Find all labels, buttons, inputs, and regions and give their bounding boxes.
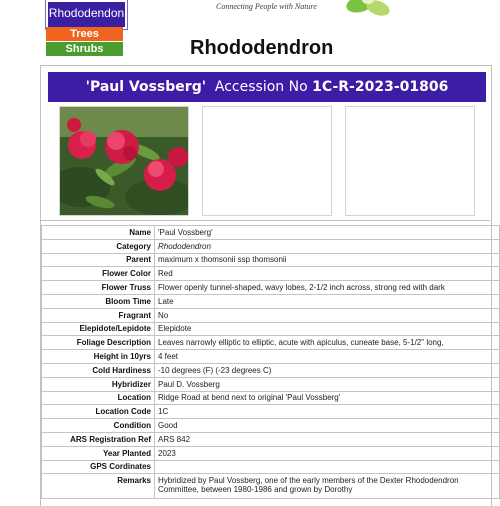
- detail-label: ARS Registration Ref: [42, 432, 155, 446]
- detail-label: Name: [42, 226, 155, 240]
- photo-placeholder-2: [202, 106, 332, 216]
- detail-label: Location Code: [42, 405, 155, 419]
- nav-trees-button[interactable]: Trees: [46, 27, 123, 41]
- detail-label: Fragrant: [42, 308, 155, 322]
- detail-label: Cold Hardiness: [42, 363, 155, 377]
- detail-row: [42, 281, 500, 295]
- detail-row: [42, 226, 500, 240]
- details-table: [41, 225, 500, 499]
- detail-value: 4 feet: [155, 350, 500, 364]
- detail-row: [42, 474, 500, 499]
- detail-value: Leaves narrowly elliptic to elliptic, acute with apiculus, cuneate base, 5-1/2" long,: [155, 336, 500, 350]
- detail-value: Late: [155, 294, 500, 308]
- detail-value: [155, 460, 500, 474]
- accession-banner: [48, 72, 486, 102]
- detail-label: Elepidote/Lepidote: [42, 322, 155, 336]
- detail-value: Paul D. Vossberg: [155, 377, 500, 391]
- detail-row: [42, 460, 500, 474]
- detail-row: [42, 419, 500, 433]
- photo-placeholder-3: [345, 106, 475, 216]
- detail-value: Good: [155, 419, 500, 433]
- detail-row: [42, 377, 500, 391]
- detail-label: Category: [42, 239, 155, 253]
- detail-row: [42, 267, 500, 281]
- logo-leaf-icon: [338, 0, 398, 24]
- detail-value: 2023: [155, 446, 500, 460]
- plant-photo[interactable]: [59, 106, 189, 216]
- detail-row: [42, 432, 500, 446]
- detail-row: [42, 336, 500, 350]
- detail-value: ARS 842: [155, 432, 500, 446]
- detail-label: GPS Cordinates: [42, 460, 155, 474]
- detail-value: -10 degrees (F) (-23 degrees C): [155, 363, 500, 377]
- detail-value: Elepidote: [155, 322, 500, 336]
- detail-value: Rhododendron: [155, 239, 500, 253]
- detail-label: Location: [42, 391, 155, 405]
- accession-label: Accession No: [214, 79, 308, 95]
- detail-row: [42, 350, 500, 364]
- detail-row: [42, 322, 500, 336]
- detail-value: maximum x thomsonii ssp thomsonii: [155, 253, 500, 267]
- detail-value: Flower openly tunnel-shaped, wavy lobes, 2-1/2 inch across, strong red with dark: [155, 281, 500, 295]
- detail-row: [42, 253, 500, 267]
- detail-row: [42, 405, 500, 419]
- nav-rhododendron-button[interactable]: Rhododendon: [46, 0, 127, 29]
- detail-row: [42, 239, 500, 253]
- detail-label: Bloom Time: [42, 294, 155, 308]
- detail-row: [42, 391, 500, 405]
- logo-tagline: Connecting People with Nature: [216, 2, 317, 11]
- accession-number: 1C-R-2023-01806: [312, 79, 449, 95]
- detail-label: Year Planted: [42, 446, 155, 460]
- detail-label: Parent: [42, 253, 155, 267]
- detail-value: Ridge Road at bend next to original 'Paul Vossberg': [155, 391, 500, 405]
- cultivar-name: 'Paul Vossberg': [85, 79, 206, 95]
- remarks-text: Hybridized by Paul Vossberg, one of the early members of the Dexter Rhododendron Committee, between 1980-1986 and grown by Dorothy: [158, 476, 459, 495]
- detail-row: [42, 363, 500, 377]
- detail-value: 1C: [155, 405, 500, 419]
- detail-value: 'Paul Vossberg': [155, 226, 500, 240]
- detail-row: [42, 446, 500, 460]
- detail-row: [42, 308, 500, 322]
- detail-label: Remarks: [42, 474, 155, 499]
- detail-value: [155, 474, 500, 499]
- detail-label: Flower Color: [42, 267, 155, 281]
- detail-value: No: [155, 308, 500, 322]
- detail-label: Hybridizer: [42, 377, 155, 391]
- detail-label: Foliage Description: [42, 336, 155, 350]
- nav-shrubs-button[interactable]: Shrubs: [46, 42, 123, 56]
- detail-label: Flower Truss: [42, 281, 155, 295]
- detail-label: Condition: [42, 419, 155, 433]
- detail-value: Red: [155, 267, 500, 281]
- detail-label: Height in 10yrs: [42, 350, 155, 364]
- detail-row: [42, 294, 500, 308]
- page-title: Rhododendron: [190, 37, 334, 59]
- section-divider: [41, 220, 490, 221]
- rhododendron-photo-image: [60, 107, 188, 215]
